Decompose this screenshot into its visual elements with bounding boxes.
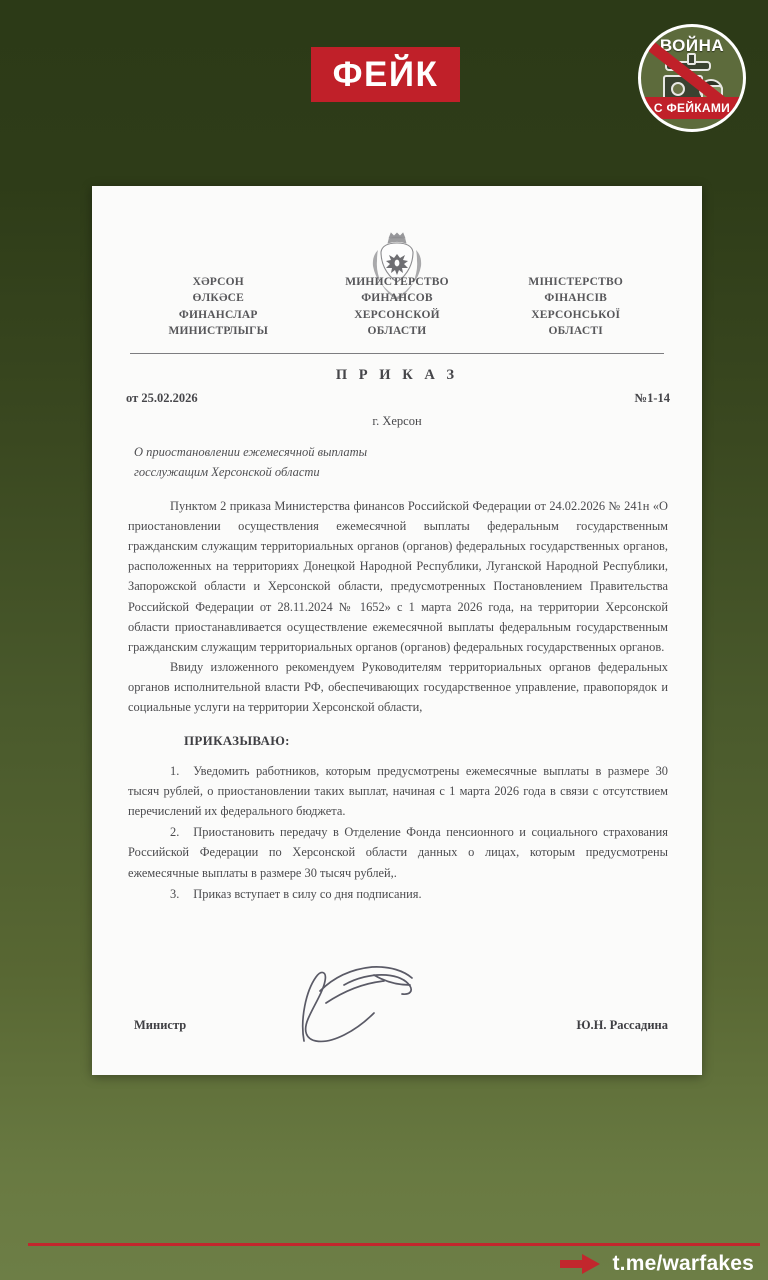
order-item-number: 2. xyxy=(170,825,180,840)
arrow-right-icon xyxy=(560,1253,602,1275)
logo-top-label: ВОЙНА xyxy=(659,36,725,55)
signatory-name: Ю.Н. Рассадина xyxy=(576,1018,668,1032)
document-body xyxy=(120,496,674,904)
handwritten-signature-icon xyxy=(286,961,436,1047)
order-items-list xyxy=(128,761,668,904)
telegram-handle-link[interactable] xyxy=(560,1252,754,1276)
signature-block xyxy=(126,965,672,1041)
order-item xyxy=(128,822,668,882)
signatory-role: Министр xyxy=(134,1018,187,1032)
coat-of-arms-container xyxy=(120,186,674,272)
telegram-handle-label: t.me/warfakes xyxy=(612,1252,754,1275)
order-item xyxy=(128,761,668,821)
order-heading: ПРИКАЗЫВАЮ: xyxy=(184,733,290,749)
order-item-number: 3. xyxy=(170,886,180,901)
order-item-text: Уведомить работников, которым предусмотрены ежемесячные выплаты в размере 30 тысяч рублей, о приостановлении таких выплат, начиная с 1 марта 2026 года в связи с отсутствием перечислений их федерального бюджета. xyxy=(128,764,668,819)
channel-logo-badge xyxy=(638,24,746,132)
logo-bottom-banner xyxy=(641,97,743,119)
fake-stamp-badge xyxy=(311,47,460,102)
document-city: г. Херсон xyxy=(372,414,422,429)
body-paragraph: Пунктом 2 приказа Министерства финансов Российской Федерации от 24.02.2026 № 241н «О приостановлении осуществления ежемесячной выплаты федеральным государственным гражданским служащим территориальных органов (органов) федеральных государственных органов, расположенных на территориях Донецкой Народной Республики, Луганской Народной Республики, Запорожской области и Херсонской области, предусмотренных Постановлением Правительства Российской Федерации от 28.11.2024 № 1652» с 1 марта 2026 года, на территории Херсонской области приостанавливается осуществление ежемесячной выплаты федеральным государственным гражданским служащим территориальных органов (органов) федеральных государственных органов. xyxy=(128,499,668,654)
footer-divider xyxy=(28,1243,760,1246)
order-item xyxy=(128,884,668,904)
document-title: П Р И К А З xyxy=(335,367,459,384)
order-item-text: Приказ вступает в силу со дня подписания. xyxy=(193,886,422,901)
document-number: №1-14 xyxy=(634,391,670,406)
document-scan xyxy=(92,186,702,1075)
document-date: от 25.02.2026 xyxy=(126,391,198,406)
letterhead-ukrainian: МІНІСТЕРСТВО ФІНАНСІВ ХЕРСОНСЬКОЇ ОБЛАСТІ xyxy=(528,276,623,337)
document-subject: О приостановлении ежемесячной выплаты госслужащим Херсонской области xyxy=(134,445,368,479)
letterhead-row xyxy=(120,274,674,339)
document-title-block xyxy=(120,367,674,429)
body-paragraph: Ввиду изложенного рекомендуем Руководителям территориальных органов федеральных органов исполнительной власти РФ, обеспечивающих государственное управление, правопорядок и социальные услуги на территории Херсонской области, xyxy=(128,659,668,714)
camera-reel-icon xyxy=(671,82,685,96)
letterhead-divider xyxy=(130,353,664,354)
fake-stamp-label: ФЕЙК xyxy=(332,55,439,94)
letterhead-russian: МИНИСТЕРСТВО ФИНАНСОВ ХЕРСОНСКОЙ ОБЛАСТИ xyxy=(345,276,449,337)
order-item-text: Приостановить передачу в Отделение Фонда пенсионного и социального страхования Российской Федерации по Херсонской области данных о лицах, которым предусмотрены ежемесячные выплаты в размере 30 тысяч рублей,. xyxy=(128,825,668,880)
order-item-number: 1. xyxy=(170,764,180,779)
logo-banner-label: С ФЕЙКАМИ xyxy=(653,101,731,115)
letterhead-tatar: ХӘРСОН ӨЛКӘСЕ ФИНАНСЛАР МИНИСТРЛЫГЫ xyxy=(168,276,269,337)
